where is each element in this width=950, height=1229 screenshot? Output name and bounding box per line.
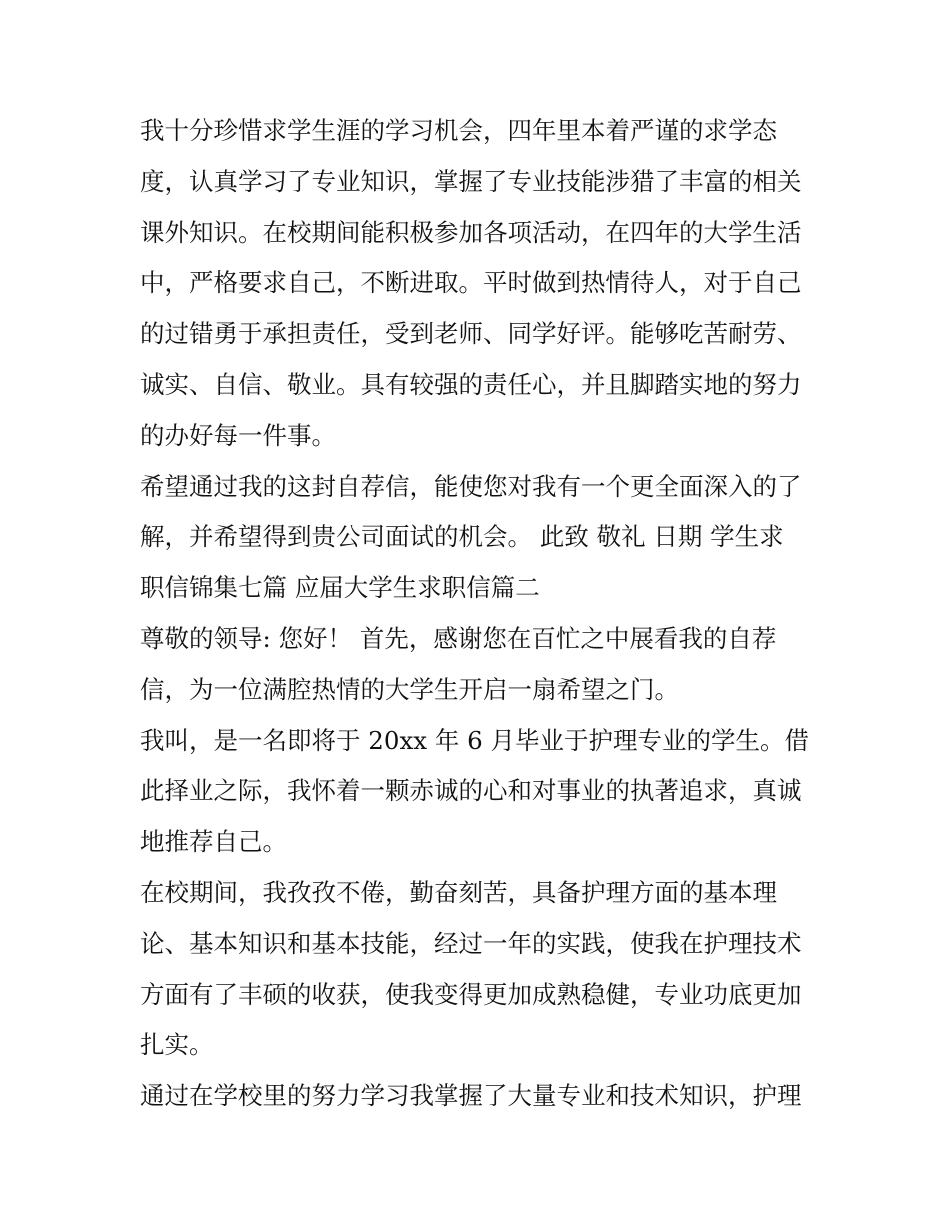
- text-line: 中，严格要求自己，不断进取。平时做到热情待人，对于自己: [140, 268, 802, 298]
- text-line: 解，并希望得到贵公司面试的机会。 此致 敬礼 日期 学生求: [140, 522, 784, 552]
- text-line: 在校期间，我孜孜不倦，勤奋刻苦，具备护理方面的基本理: [140, 877, 777, 907]
- text-line: 论、基本知识和基本技能，经过一年的实践，使我在护理技术: [140, 928, 802, 958]
- text-line: 度，认真学习了专业知识，掌握了专业技能涉猎了丰富的相关: [140, 166, 802, 196]
- text-line: 我十分珍惜求学生涯的学习机会，四年里本着严谨的求学态: [140, 116, 777, 145]
- text-line: 的办好每一件事。: [140, 420, 336, 450]
- text-line: 希望通过我的这封自荐信，能使您对我有一个更全面深入的了: [140, 471, 802, 501]
- text-line: 尊敬的领导: 您好！ 首先，感谢您在百忙之中展看我的自荐: [140, 623, 777, 653]
- document-body: [140, 106, 820, 1122]
- text-line: 通过在学校里的努力学习我掌握了大量专业和技术知识，护理: [140, 1081, 802, 1111]
- text-line: 地推荐自己。: [140, 827, 287, 857]
- text-line: 职信锦集七篇 应届大学生求职信篇二: [140, 573, 540, 603]
- text-line: 课外知识。在校期间能积极参加各项活动，在四年的大学生活: [140, 217, 802, 247]
- text-line: 我叫，是一名即将于 20xx 年 6 月毕业于护理专业的学生。借: [140, 725, 810, 755]
- text-line: 信，为一位满腔热情的大学生开启一扇希望之门。: [140, 674, 679, 704]
- text-line: 方面有了丰硕的收获，使我变得更加成熟稳健，专业功底更加: [140, 979, 802, 1009]
- text-line: 的过错勇于承担责任，受到老师、同学好评。能够吃苦耐劳、: [140, 319, 802, 349]
- text-line: 诚实、自信、敬业。具有较强的责任心，并且脚踏实地的努力: [140, 369, 802, 399]
- text-line: 扎实。: [140, 1030, 214, 1060]
- text-line: 此择业之际，我怀着一颗赤诚的心和对事业的执著追求，真诚: [140, 776, 802, 806]
